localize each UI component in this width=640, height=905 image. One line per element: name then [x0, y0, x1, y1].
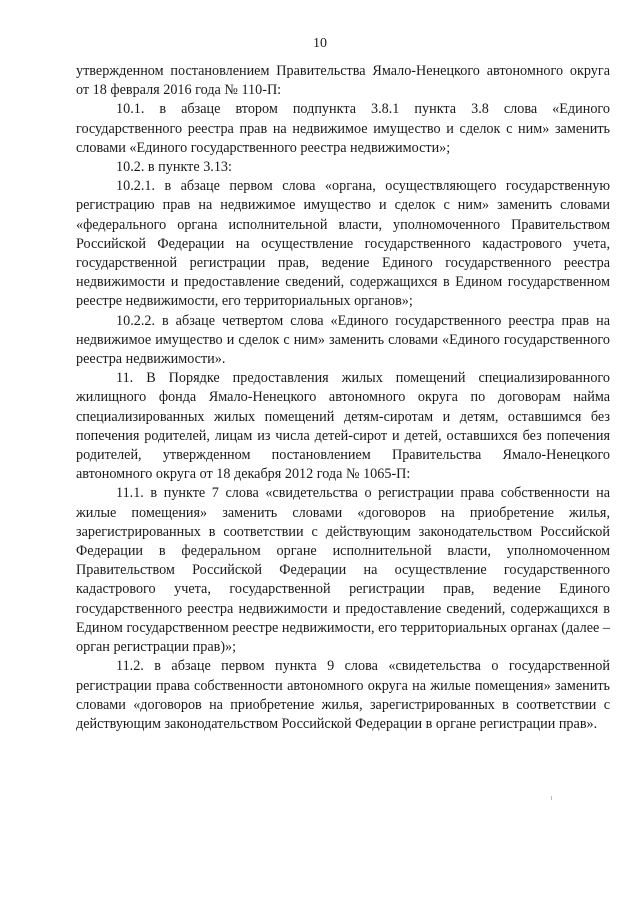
document-body	[76, 62, 610, 734]
paragraph-intro: утвержденном постановлением Правительства Ямало-Ненецкого автономного округа от 18 февраля 2016 года № 110-П:	[76, 63, 610, 99]
scan-speck	[551, 796, 552, 800]
page-number: 10	[313, 36, 327, 51]
paragraph-10-2-1: 10.2.1. в абзаце первом слова «органа, осуществляющего государственную регистрацию прав на недвижимое имущество и сделок с ним» заменить словами «федерального органа исполнительной власти, уполномоченного Правительством Российской Федерации на осуществление государственного кадастрового учета, государственной регистрации прав, ведение Единого государственного реестра недвижимости и предоставление сведений, содержащихся в Едином государственном реестре недвижимости, его территориальных органов»;	[76, 178, 610, 310]
paragraph-11-1: 11.1. в пункте 7 слова «свидетельства о регистрации права собственности на жилые помещения» заменить словами «договоров на приобретение жилья, зарегистрированных в соответствии с действующим законодательством Российской Федерации в федеральном органе исполнительной власти, уполномоченном Правительством Российской Федерации на осуществление государственного кадастрового учета, государственной регистрации прав, ведение Единого государственного реестра недвижимости и предоставление сведений, содержащихся в Едином государственном реестре недвижимости, его территориальных органах (далее – орган регистрации прав)»;	[76, 485, 610, 656]
paragraph-11-2: 11.2. в абзаце первом пункта 9 слова «свидетельства о государственной регистрации права собственности автономного округа на жилые помещения» заменить словами «договоров на приобретение жилья, зарегистрированных в соответствии с действующим законодательством Российской Федерации в органе регистрации прав».	[76, 658, 610, 732]
paragraph-10-2: 10.2. в пункте 3.13:	[116, 159, 232, 176]
paragraph-10-2-2: 10.2.2. в абзаце четвертом слова «Единого государственного реестра прав на недвижимое имущество и сделок с ним» заменить словами «Единого государственного реестра недвижимости».	[76, 312, 610, 368]
paragraph-11: 11. В Порядке предоставления жилых помещений специализированного жилищного фонда Ямало-Ненецкого автономного округа по договорам найма специализированных жилых помещений детям-сиротам и детям, оставшимся без попечения родителей, лицам из числа детей-сирот и детей, оставшихся без попечения родителей, утвержденном постановлением Правительства Ямало-Ненецкого автономного округа от 18 декабря 2012 года № 1065-П:	[76, 370, 610, 483]
paragraph-10-1: 10.1. в абзаце втором подпункта 3.8.1 пункта 3.8 слова «Единого государственного реестра прав на недвижимое имущество и сделок с ним» заменить словами «Единого государственного реестра недвижимости»;	[76, 101, 610, 156]
